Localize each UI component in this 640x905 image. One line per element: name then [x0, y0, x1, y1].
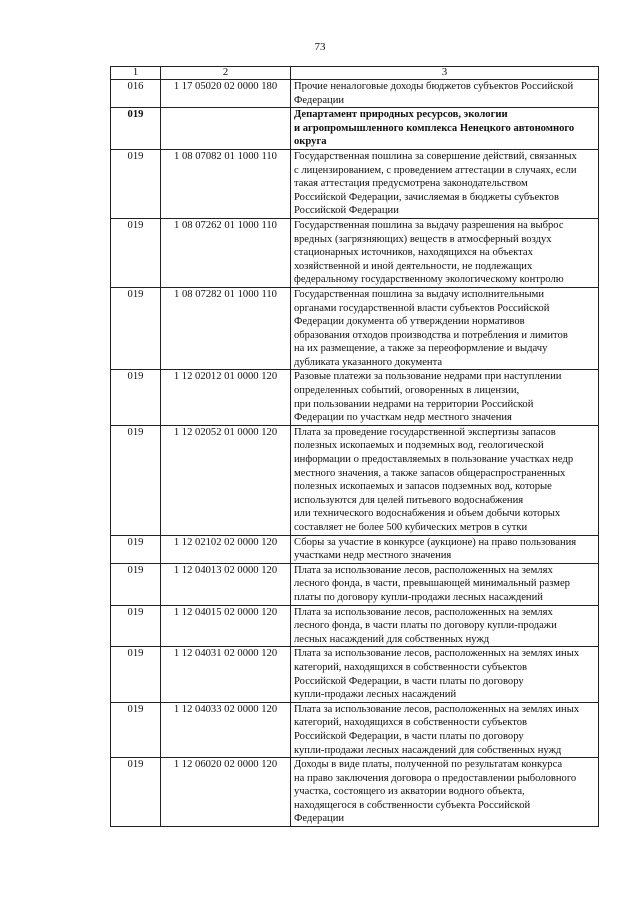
table-row [111, 108, 599, 150]
description-line: категорий, находящихся в собственности субъектов [294, 717, 527, 729]
budget-code-cell: 1 08 07082 01 1000 110 [161, 149, 291, 218]
table-header [111, 67, 599, 80]
table-row [111, 425, 599, 535]
description-cell [291, 370, 599, 425]
budget-code-cell: 1 12 04031 02 0000 120 [161, 647, 291, 702]
description-line: Федерации по участкам недр местного значения [294, 412, 512, 424]
admin-code-cell: 019 [111, 425, 161, 535]
description-line: Российской Федерации [294, 205, 399, 217]
budget-code-cell: 1 12 06020 02 0000 120 [161, 758, 291, 827]
admin-code-cell: 019 [111, 287, 161, 370]
description-line: округа [294, 136, 327, 148]
budget-code-cell: 1 08 07262 01 1000 110 [161, 218, 291, 287]
description-cell [291, 149, 599, 218]
description-line: Федерации [294, 94, 345, 106]
description-line: участка, состоящего из акватории водного объекта, [294, 786, 525, 798]
table-row [111, 535, 599, 563]
description-line: используются для целей питьевого водоснабжения [294, 494, 524, 506]
description-cell [291, 758, 599, 827]
description-cell [291, 535, 599, 563]
table-row [111, 80, 599, 108]
description-line: дубликата указанного документа [294, 356, 443, 368]
description-line: Российской Федерации, в части платы по договору [294, 675, 524, 687]
description-line: или технического водоснабжения и объем добычи которых [294, 508, 561, 520]
table-row [111, 758, 599, 827]
description-line: Государственная пошлина за выдачу разрешения на выброс [294, 219, 564, 231]
admin-code-cell: 019 [111, 605, 161, 647]
description-line: лесного фонда, в части платы по договору купли-продажи [294, 620, 557, 632]
description-line: с лицензированием, с проведением аттестации в случаях, если [294, 164, 577, 176]
description-line: такая аттестация предусмотрена законодательством [294, 178, 528, 190]
description-line: местного значения, а также запасов общераспространенных [294, 467, 566, 479]
header-row [111, 67, 599, 80]
description-line: на их размещение, а также за переоформление и выдачу [294, 343, 548, 355]
description-cell [291, 563, 599, 605]
description-cell [291, 80, 599, 108]
table-row [111, 702, 599, 757]
description-line: Плата за использование лесов, расположенных на землях [294, 564, 553, 576]
description-line: купли-продажи лесных насаждений для собственных нужд [294, 744, 562, 756]
budget-code-cell: 1 12 04033 02 0000 120 [161, 702, 291, 757]
description-line: купли-продажи лесных насаждений [294, 689, 457, 701]
table-body [111, 80, 599, 827]
description-line: составляет не более 500 кубических метров в сутки [294, 522, 528, 533]
description-line: Государственная пошлина за выдачу исполнительными [294, 288, 544, 300]
description-line: и агропромышленного комплекса Ненецкого автономного [294, 122, 575, 134]
admin-code-cell: 019 [111, 563, 161, 605]
description-line: Государственная пошлина за совершение действий, связанных [294, 150, 577, 162]
description-line: определенных событий, оговоренных в лицензии, [294, 385, 520, 397]
admin-code-cell: 019 [111, 758, 161, 827]
budget-code-cell [161, 108, 291, 150]
description-line: полезных ископаемых и подземных вод, геологической [294, 440, 544, 452]
description-cell [291, 218, 599, 287]
description-cell [291, 425, 599, 535]
header-col-1: 1 [111, 67, 161, 80]
budget-code-cell: 1 12 02052 01 0000 120 [161, 425, 291, 535]
table-row [111, 218, 599, 287]
header-col-2: 2 [161, 67, 291, 80]
description-line: Департамент природных ресурсов, экологии [294, 109, 508, 121]
description-line: полезных ископаемых и запасов подземных вод, которые [294, 481, 552, 493]
admin-code-cell: 019 [111, 218, 161, 287]
description-line: платы по договору купли-продажи лесных насаждений [294, 591, 543, 603]
description-line: хозяйственной и иной деятельности, не подлежащих [294, 260, 533, 272]
table-row [111, 287, 599, 370]
budget-code-cell: 1 12 04013 02 0000 120 [161, 563, 291, 605]
description-line: органами государственной власти субъектов Российской [294, 302, 550, 314]
description-line: Российской Федерации, в части платы по договору [294, 730, 524, 742]
description-cell [291, 108, 599, 150]
description-line: Плата за использование лесов, расположенных на землях иных [294, 703, 580, 715]
admin-code-cell: 016 [111, 80, 161, 108]
description-cell [291, 702, 599, 757]
description-line: стационарных источников, находящихся на объектах [294, 247, 533, 259]
admin-code-cell: 019 [111, 370, 161, 425]
description-line: федеральному государственному экологическому контролю [294, 274, 564, 286]
budget-code-cell: 1 08 07282 01 1000 110 [161, 287, 291, 370]
description-cell [291, 287, 599, 370]
description-cell [291, 647, 599, 702]
description-line: Федерации документа об утверждении нормативов [294, 316, 525, 328]
description-line: на право заключения договора о предоставлении рыболовного [294, 772, 577, 784]
page-number: 73 [314, 41, 326, 53]
table-row [111, 370, 599, 425]
table-row [111, 647, 599, 702]
description-line: Российской Федерации, зачисляемая в бюджеты субъектов [294, 191, 559, 203]
description-line: лесного фонда, в части, превышающей минимальный размер [294, 578, 570, 590]
header-col-3: 3 [291, 67, 599, 80]
budget-code-cell: 1 12 04015 02 0000 120 [161, 605, 291, 647]
description-line: находящегося в собственности субъекта Российской [294, 799, 531, 811]
description-cell [291, 605, 599, 647]
admin-code-cell: 019 [111, 108, 161, 150]
description-line: Прочие неналоговые доходы бюджетов субъектов Российской [294, 81, 574, 92]
description-line: информации о предоставляемых в пользование участках недр [294, 454, 574, 466]
table-row [111, 605, 599, 647]
budget-code-cell: 1 17 05020 02 0000 180 [161, 80, 291, 108]
description-line: категорий, находящихся в собственности субъектов [294, 661, 527, 673]
admin-code-cell: 019 [111, 149, 161, 218]
description-line: Федерации [294, 813, 345, 825]
description-line: лесных насаждений для собственных нужд [294, 633, 490, 645]
description-line: Разовые платежи за пользование недрами при наступлении [294, 371, 562, 383]
description-line: образования отходов производства и потребления и лимитов [294, 329, 568, 341]
budget-code-cell: 1 12 02102 02 0000 120 [161, 535, 291, 563]
description-line: Доходы в виде платы, полученной по результатам конкурса [294, 759, 563, 771]
description-line: при пользовании недрами на территории Российской [294, 398, 534, 410]
description-line: участками недр местного значения [294, 550, 452, 562]
description-line: Плата за использование лесов, расположенных на землях [294, 606, 553, 618]
description-line: Сборы за участие в конкурсе (аукционе) на право пользования [294, 536, 577, 548]
revenue-codes-table [110, 66, 599, 827]
description-line: Плата за использование лесов, расположенных на землях иных [294, 648, 580, 660]
admin-code-cell: 019 [111, 702, 161, 757]
description-line: вредных (загрязняющих) веществ в атмосферный воздух [294, 233, 552, 245]
budget-code-cell: 1 12 02012 01 0000 120 [161, 370, 291, 425]
table-row [111, 563, 599, 605]
admin-code-cell: 019 [111, 647, 161, 702]
table-row [111, 149, 599, 218]
description-line: Плата за проведение государственной экспертизы запасов [294, 426, 556, 438]
admin-code-cell: 019 [111, 535, 161, 563]
